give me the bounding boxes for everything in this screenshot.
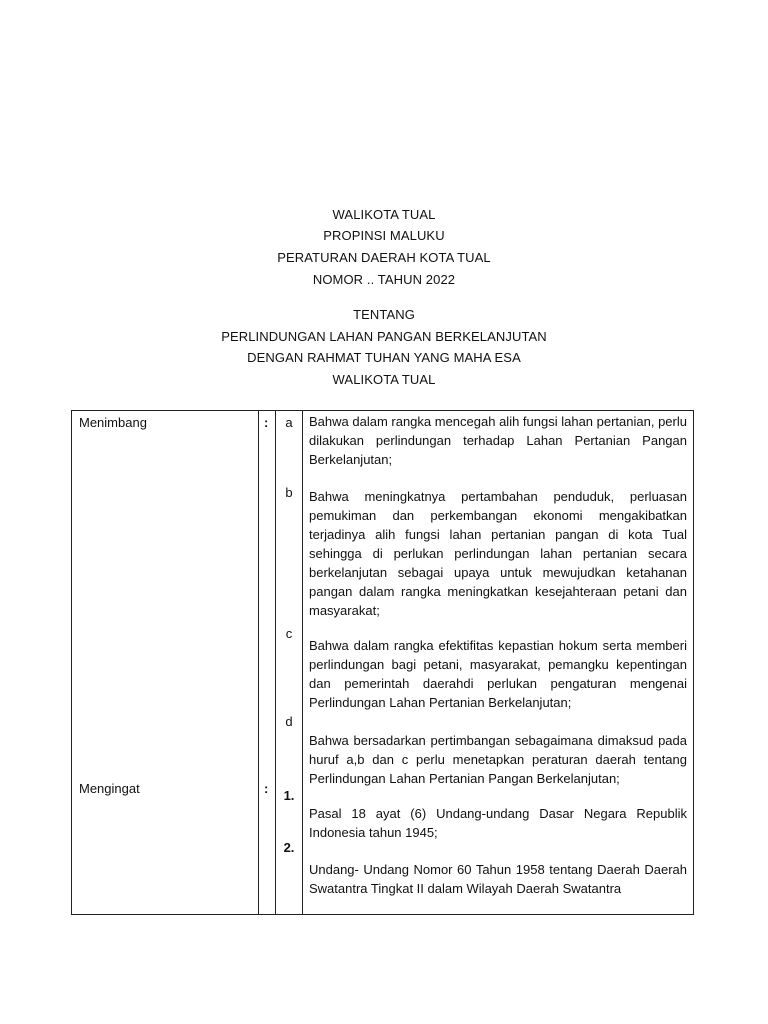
item-marker-2: 2. (283, 840, 295, 855)
item-text-c: Bahwa dalam rangka efektifitas kepastian hokum serta memberi perlindungan bagi petani, masyarakat, pemangku kepentingan dan pemerintah daerahdi perlukan pengaturan mengenai Perlindungan Lahan Pertanian Berkelanjutan; (309, 638, 687, 710)
item-text-a: Bahwa dalam rangka mencegah alih fungsi lahan pertanian, perlu dilakukan perlindungan terhadap Lahan Pertanian Pangan Berkelanjutan; (309, 414, 687, 467)
item-text-b: Bahwa meningkatnya pertambahan penduduk, perluasan pemukiman dan perkembangan ekonomi mengakibatkan terjadinya alih fungsi lahan pertanian pangan di kota Tual sehingga di perlukan perlindungan lahan pertanian secara berkelanjutan sebagai upaya untuk mewujudkan ketahanan pangan dalam rangka meningkatkan kesejahteraan petani dan masyarakat; (309, 489, 687, 618)
item-marker-d: d (285, 714, 293, 729)
section-colon-menimbang: : (264, 415, 269, 430)
header-line-subject: PERLINDUNGAN LAHAN PANGAN BERKELANJUTAN (221, 329, 547, 344)
section-label-menimbang: Menimbang (79, 415, 147, 430)
section-colon-mengingat: : (264, 781, 269, 796)
item-marker-b: b (285, 485, 293, 500)
header-line-about: TENTANG (353, 307, 415, 322)
header-line-mayor-closing: WALIKOTA TUAL (332, 372, 436, 387)
table-divider-marker (302, 411, 303, 914)
item-marker-c: c (285, 626, 293, 641)
header-line-mayor: WALIKOTA TUAL (332, 207, 436, 222)
item-text-2: Undang- Undang Nomor 60 Tahun 1958 tentang Daerah Daerah Swatantra Tingkat II dalam Wilayah Daerah Swatantra (309, 862, 687, 896)
regulation-table (71, 410, 694, 915)
section-label-mengingat: Mengingat (79, 781, 140, 796)
table-divider-label (258, 411, 259, 914)
header-line-regulation-title: PERATURAN DAERAH KOTA TUAL (277, 250, 491, 265)
item-marker-1: 1. (283, 788, 295, 803)
item-text-1: Pasal 18 ayat (6) Undang-undang Dasar Negara Republik Indonesia tahun 1945; (309, 806, 687, 840)
item-marker-a: a (285, 415, 293, 430)
header-line-province: PROPINSI MALUKU (323, 228, 445, 243)
header-line-blessing: DENGAN RAHMAT TUHAN YANG MAHA ESA (247, 350, 521, 365)
item-text-d: Bahwa bersadarkan pertimbangan sebagaimana dimaksud pada huruf a,b dan c perlu menetapkan peraturan daerah tentang Perlindungan Lahan Pertanian Pangan Berkelanjutan; (309, 733, 687, 786)
header-line-number-year: NOMOR .. TAHUN 2022 (312, 272, 456, 287)
